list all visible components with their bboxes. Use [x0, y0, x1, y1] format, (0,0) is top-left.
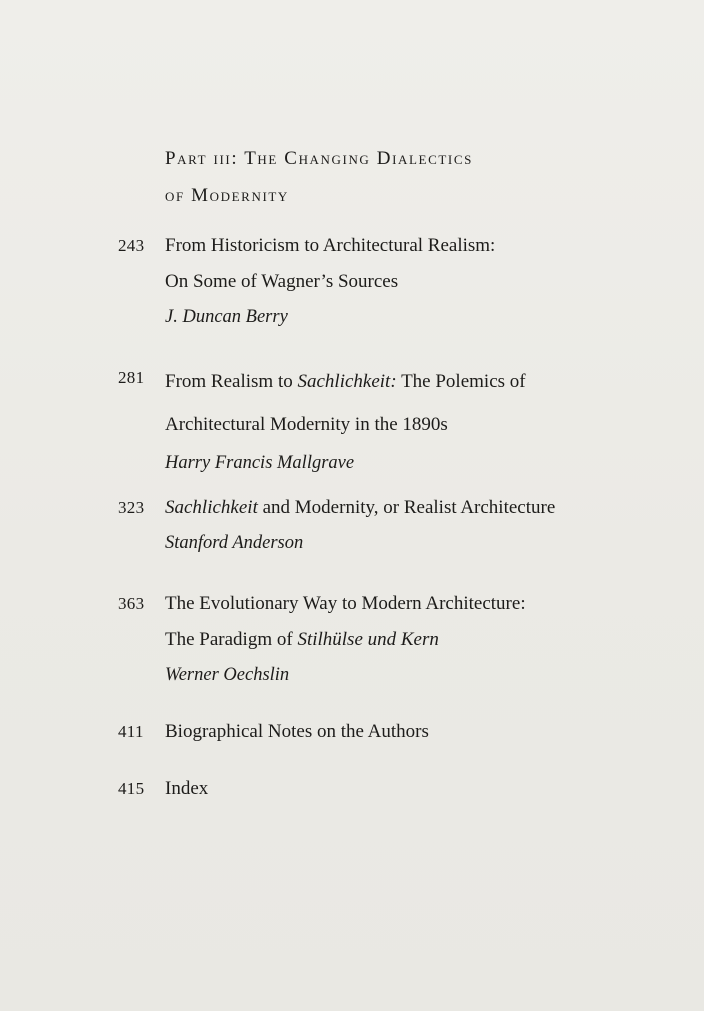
- toc-page-number: 415: [118, 779, 145, 798]
- toc-title-text: The Paradigm of: [165, 629, 298, 650]
- toc-entry-body: [165, 771, 665, 807]
- toc-title-line: Biographical Notes on the Authors: [165, 721, 429, 742]
- toc-title-line: [165, 622, 665, 658]
- toc-title-line: From Historicism to Architectural Realism:: [165, 235, 496, 256]
- toc-title-text: From Realism to: [165, 371, 298, 392]
- part-heading-line-1: Part iii: The Changing Dialectics: [165, 148, 473, 169]
- toc-page-number: 281: [118, 368, 145, 387]
- toc-author: Werner Oechslin: [165, 665, 290, 685]
- toc-title-text: and Modernity, or Realist Architecture: [257, 497, 556, 518]
- toc-entry-body: [165, 714, 665, 750]
- toc-entry-body: [165, 586, 665, 692]
- toc-title-text: The Polemics of: [396, 371, 526, 392]
- toc-title-line: [165, 360, 665, 403]
- toc-entry-body: [165, 228, 665, 334]
- toc-author: Harry Francis Mallgrave: [165, 453, 355, 473]
- toc-title-line: On Some of Wagner’s Sources: [165, 271, 399, 292]
- toc-title-emphasis: Stilhülse und Kern: [297, 629, 439, 650]
- toc-entry-body: [165, 360, 665, 480]
- toc-page-number: 411: [118, 722, 144, 741]
- part-heading-line-2: of Modernity: [165, 185, 289, 206]
- toc-title-emphasis: Sachlichkeit: [165, 497, 258, 518]
- toc-title-line: The Evolutionary Way to Modern Architecture:: [165, 593, 526, 614]
- toc-entry-body: [165, 490, 665, 560]
- toc-author: J. Duncan Berry: [165, 307, 288, 327]
- toc-author: Stanford Anderson: [165, 533, 304, 553]
- toc-page-number: 363: [118, 594, 145, 613]
- toc-title-line: Index: [165, 778, 209, 799]
- toc-page-number: 323: [118, 498, 145, 517]
- toc-title-line: [165, 490, 665, 526]
- part-heading: [165, 140, 635, 214]
- toc-title-line: Architectural Modernity in the 1890s: [165, 414, 448, 435]
- toc-page-number: 243: [118, 236, 145, 255]
- toc-title-emphasis: Sachlichkeit:: [297, 371, 397, 392]
